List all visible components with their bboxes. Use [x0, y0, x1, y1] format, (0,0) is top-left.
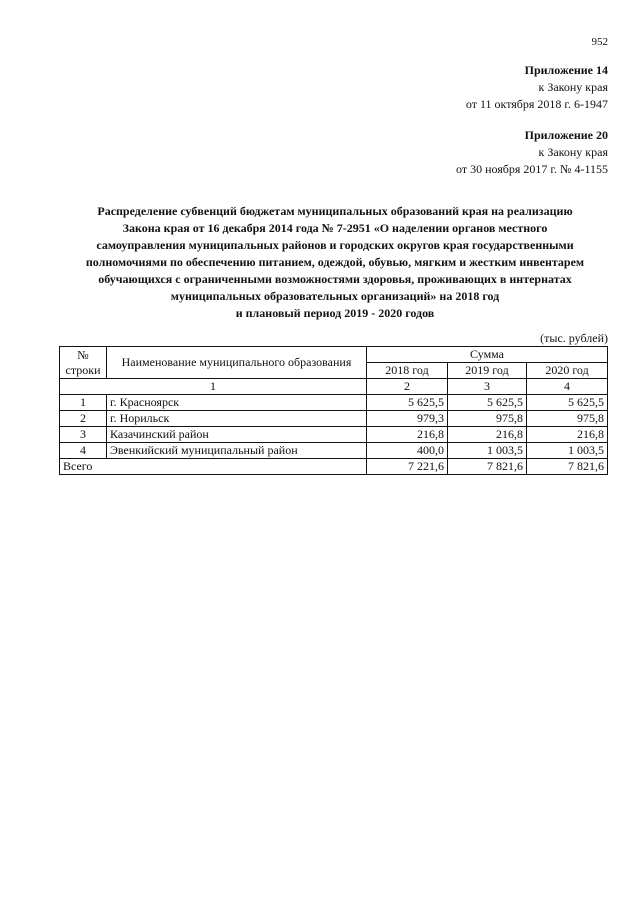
- title-line: Распределение субвенций бюджетам муниципальных образований края на реализацию: [97, 204, 573, 218]
- value-2018: 400,0: [367, 443, 448, 459]
- column-number: 2: [367, 379, 448, 395]
- total-2020: 7 821,6: [527, 459, 608, 475]
- column-number: 3: [448, 379, 527, 395]
- header-row-number: № строки: [60, 347, 107, 379]
- header-year-2019: 2019 год: [448, 363, 527, 379]
- value-2018: 216,8: [367, 427, 448, 443]
- table-row: [60, 443, 608, 459]
- total-2018: 7 221,6: [367, 459, 448, 475]
- value-2018: 979,3: [367, 411, 448, 427]
- value-2019: 975,8: [448, 411, 527, 427]
- row-number: 3: [60, 427, 107, 443]
- value-2020: 1 003,5: [527, 443, 608, 459]
- page-number: 952: [591, 36, 608, 48]
- header-year-2020: 2020 год: [527, 363, 608, 379]
- unit-note: (тыс. рублей): [540, 331, 608, 345]
- column-number: 1: [60, 379, 367, 395]
- document-title: [62, 203, 608, 322]
- title-line: Закона края от 16 декабря 2014 года № 7-2951 «О наделении органов местного: [122, 221, 548, 235]
- appendix-current-line2: от 11 октября 2018 г. 6-1947: [465, 97, 608, 111]
- appendix-original-line1: к Закону края: [538, 145, 608, 159]
- table-total-row: [60, 459, 608, 475]
- row-number: 2: [60, 411, 107, 427]
- title-line: самоуправления муниципальных районов и городских округов края государственными: [96, 238, 574, 252]
- title-line: и плановый период 2019 - 2020 годов: [235, 306, 435, 320]
- total-label: Всего: [60, 459, 367, 475]
- row-number: 4: [60, 443, 107, 459]
- appendix-original-line2: от 30 ноября 2017 г. № 4-1155: [456, 162, 608, 176]
- table-row: [60, 411, 608, 427]
- municipality-name: г. Норильск: [107, 411, 367, 427]
- table-column-numbers-row: [60, 379, 608, 395]
- table-row: [60, 395, 608, 411]
- appendix-current-block: [466, 62, 608, 113]
- header-sum: Сумма: [367, 347, 608, 363]
- subvention-table: [59, 346, 608, 475]
- value-2019: 216,8: [448, 427, 527, 443]
- row-number: 1: [60, 395, 107, 411]
- value-2020: 5 625,5: [527, 395, 608, 411]
- value-2020: 216,8: [527, 427, 608, 443]
- appendix-original-title: Приложение 20: [524, 128, 608, 142]
- table-header-row: [60, 347, 608, 363]
- title-line: муниципальных образовательных организаций» на 2018 год: [170, 289, 500, 303]
- municipality-name: г. Красноярск: [107, 395, 367, 411]
- municipality-name: Эвенкийский муниципальный район: [107, 443, 367, 459]
- appendix-original-block: [456, 127, 608, 178]
- column-number: 4: [527, 379, 608, 395]
- value-2018: 5 625,5: [367, 395, 448, 411]
- title-line: полномочиями по обеспечению питанием, одеждой, обувью, мягким и жестким инвентарем: [85, 255, 585, 269]
- municipality-name: Казачинский район: [107, 427, 367, 443]
- appendix-current-title: Приложение 14: [524, 63, 608, 77]
- header-municipality-name: Наименование муниципального образования: [107, 347, 367, 379]
- appendix-current-line1: к Закону края: [538, 80, 608, 94]
- value-2019: 5 625,5: [448, 395, 527, 411]
- total-2019: 7 821,6: [448, 459, 527, 475]
- value-2019: 1 003,5: [448, 443, 527, 459]
- table-row: [60, 427, 608, 443]
- header-year-2018: 2018 год: [367, 363, 448, 379]
- value-2020: 975,8: [527, 411, 608, 427]
- title-line: обучающихся с ограниченными возможностями здоровья, проживающих в интернатах: [98, 272, 572, 286]
